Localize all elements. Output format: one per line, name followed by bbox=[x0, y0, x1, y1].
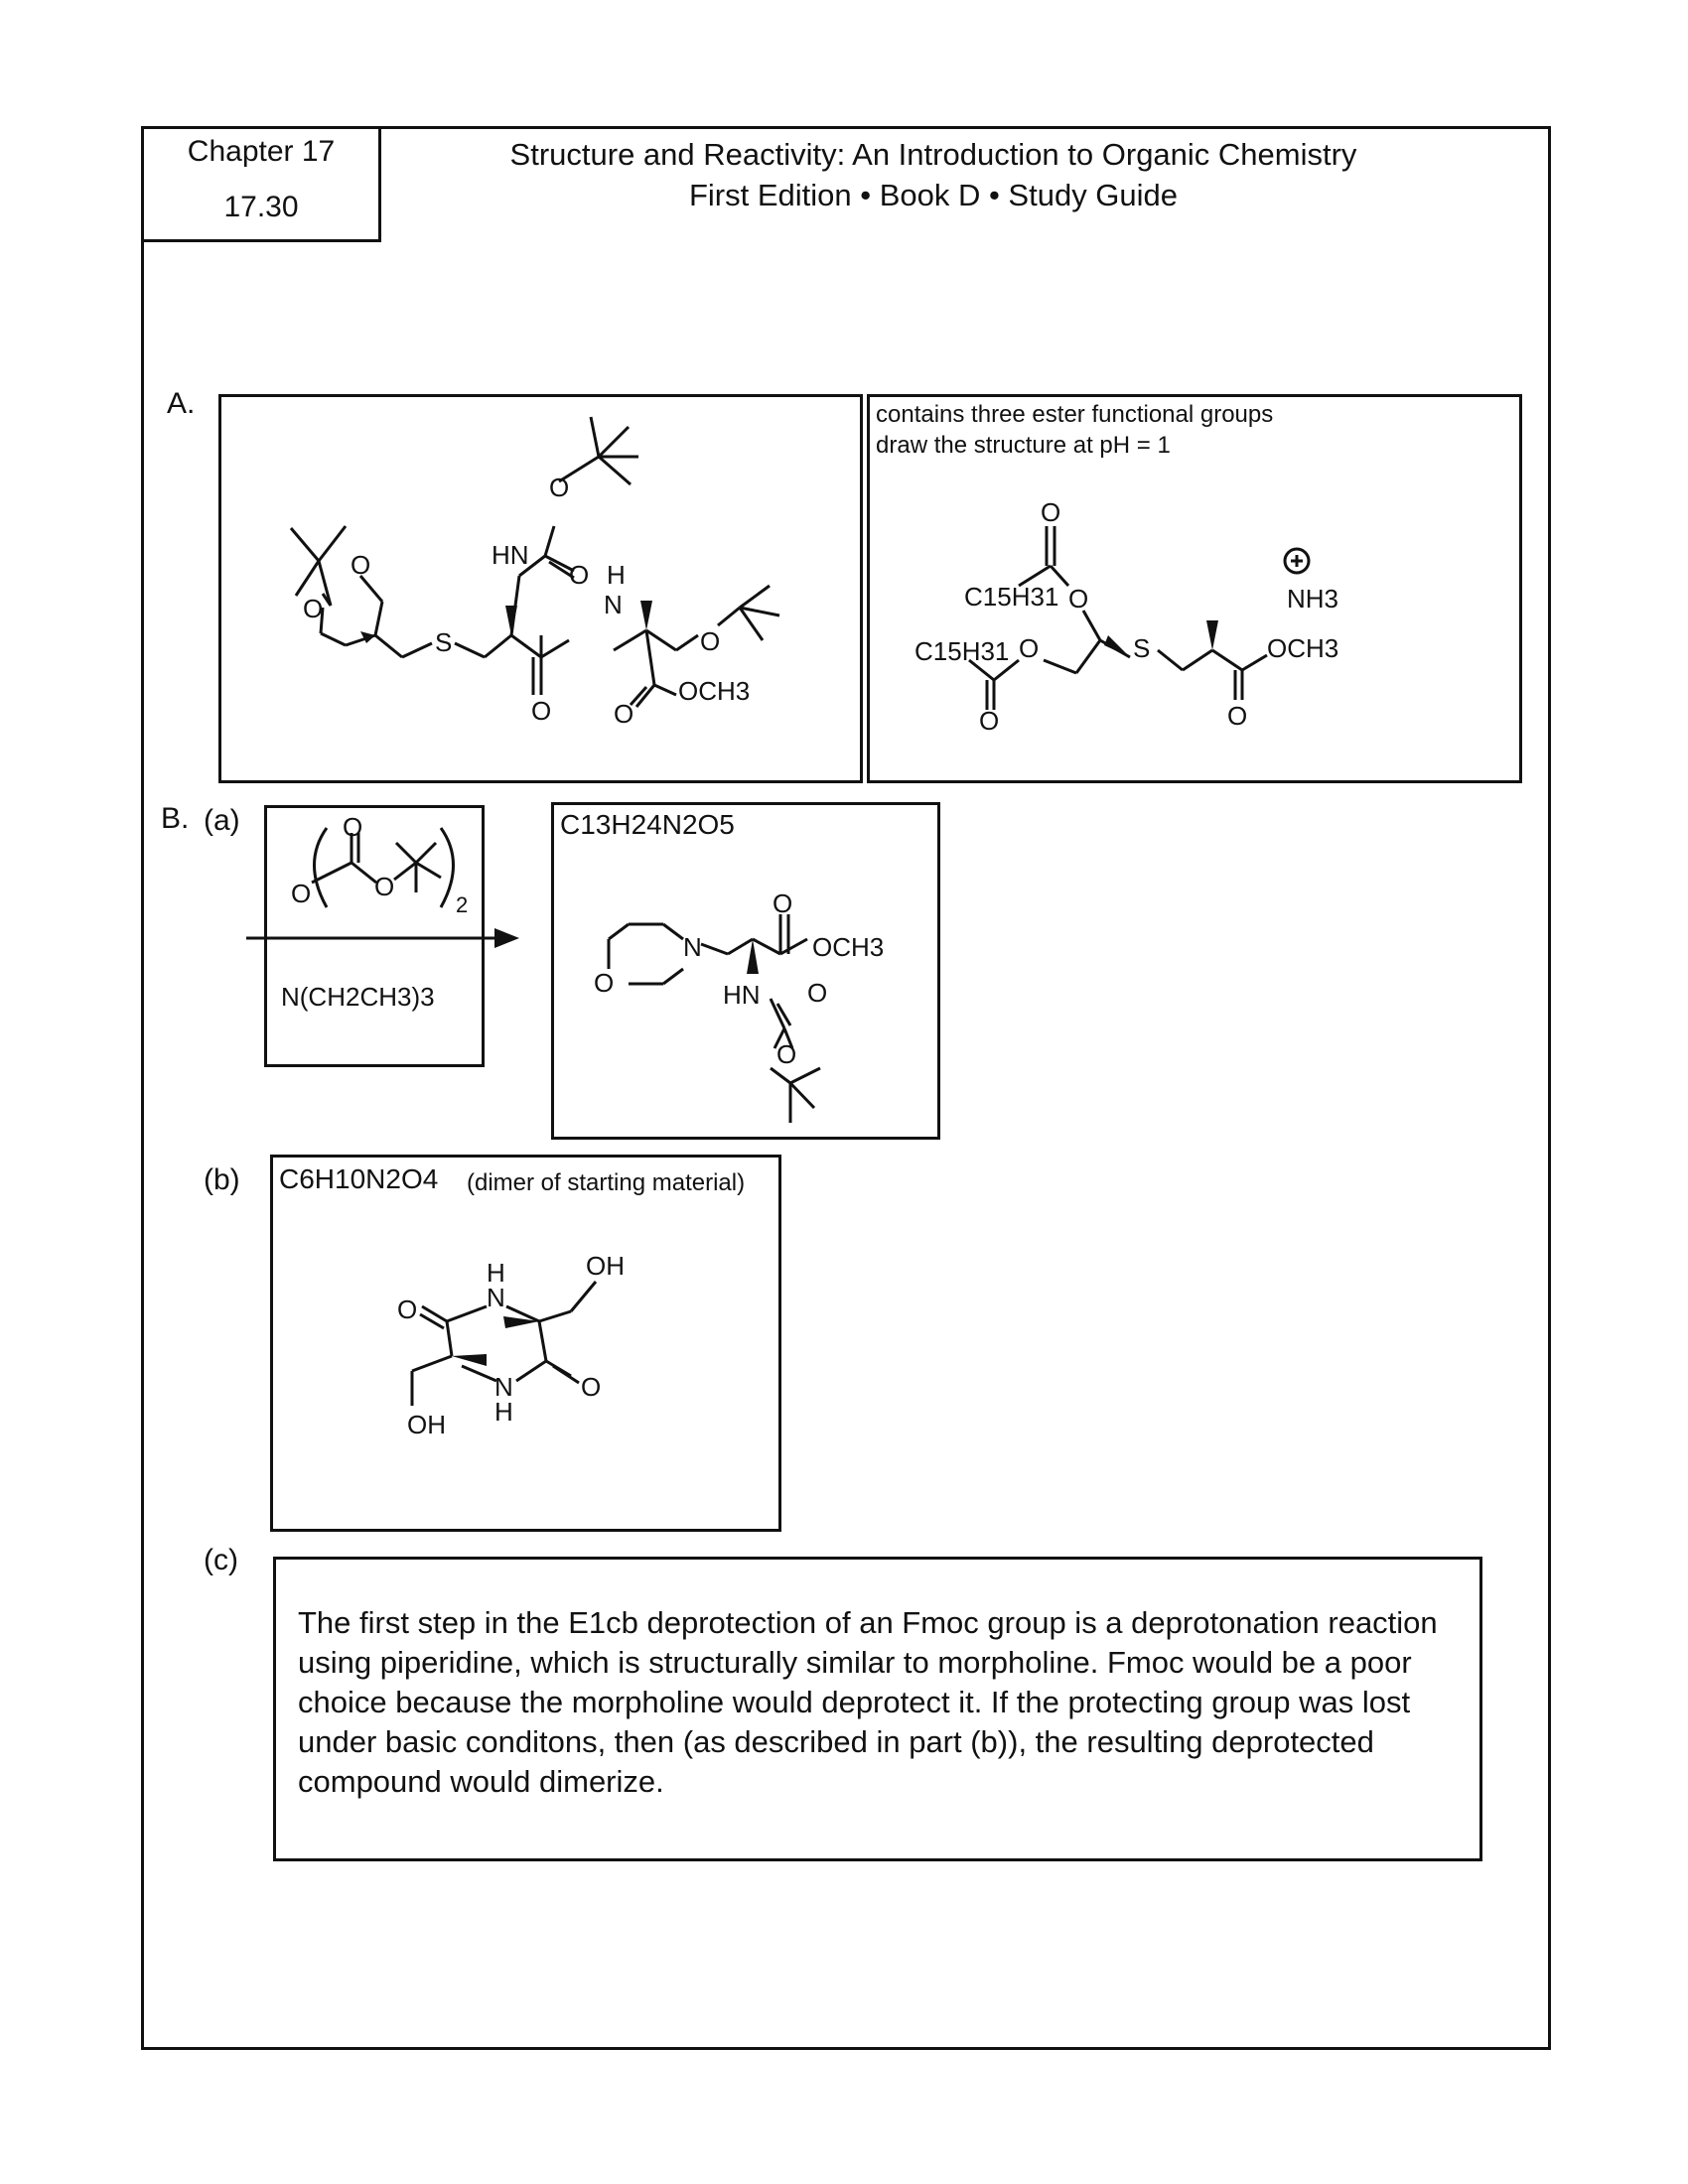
product-a-atom-n: N bbox=[683, 932, 702, 962]
mol2-atom-o1: O bbox=[1041, 497, 1061, 527]
ester-note-line-1: contains three ester functional groups bbox=[876, 401, 1274, 428]
molecule-2-structure bbox=[870, 397, 1525, 786]
reagent-subscript-2: 2 bbox=[456, 892, 469, 917]
product-caption-b: (dimer of starting material) bbox=[467, 1169, 746, 1196]
book-subtitle: First Edition • Book D • Study Guide bbox=[688, 178, 1179, 212]
mol1-atom-o7: O bbox=[614, 699, 634, 729]
dimer-atom-h1: H bbox=[487, 1258, 505, 1288]
reagent-base: N(CH2CH3)3 bbox=[281, 982, 435, 1012]
dimer-atom-o1: O bbox=[397, 1295, 418, 1324]
mol2-atom-o4: O bbox=[979, 706, 1000, 736]
mol2-atom-o3: O bbox=[1019, 633, 1040, 663]
molecule-box-2 bbox=[867, 394, 1522, 783]
mol2-atom-och3: OCH3 bbox=[1267, 633, 1339, 663]
problem-number: 17.30 bbox=[223, 191, 299, 223]
mol1-atom-o5: O bbox=[531, 696, 552, 726]
product-a-atom-o1: O bbox=[594, 968, 615, 998]
dimer-atom-oh2: OH bbox=[407, 1410, 446, 1439]
dimer-atom-oh1: OH bbox=[586, 1251, 625, 1281]
dimer-atom-n1: N bbox=[487, 1283, 505, 1312]
mol1-atom-o6: O bbox=[700, 626, 721, 656]
mol1-atom-o1: O bbox=[351, 550, 371, 580]
answer-text-c: The first step in the E1cb deprotection of an Fmoc group is a deprotonation reaction using piperidine, which is structurally similar to morpholine. Fmoc would be a poor choice because the morpholine would deprotect it. If the protecting group was lost under basic conditons, then (as described in part (b)), the resulting deprotected compound would dimerize. bbox=[298, 1605, 1438, 1799]
mol1-atom-och3: OCH3 bbox=[678, 676, 751, 706]
product-formula-b: C6H10N2O4 bbox=[279, 1163, 439, 1194]
molecule-1-structure bbox=[221, 397, 866, 786]
book-title: Structure and Reactivity: An Introduction to Organic Chemistry bbox=[509, 137, 1357, 172]
product-a-structure bbox=[554, 805, 943, 1143]
section-b-label: B. bbox=[161, 802, 190, 835]
mol1-atom-hn: HN bbox=[492, 540, 529, 570]
product-a-atom-och3: OCH3 bbox=[812, 932, 885, 962]
reagent-atom-o3: O bbox=[374, 872, 395, 901]
mol1-atom-o2: O bbox=[303, 594, 324, 623]
mol2-atom-o5: O bbox=[1227, 701, 1248, 731]
chapter-box bbox=[141, 126, 381, 242]
diketopiperazine-structure bbox=[273, 1158, 784, 1535]
mol2-atom-nh3: NH3 bbox=[1287, 584, 1339, 614]
product-a-atom-o3: O bbox=[807, 978, 828, 1008]
product-box-b bbox=[270, 1155, 781, 1532]
product-a-atom-o2: O bbox=[773, 888, 793, 918]
part-b-label: (b) bbox=[204, 1163, 240, 1196]
page-header bbox=[387, 134, 1479, 215]
mol2-atom-o2: O bbox=[1068, 584, 1089, 614]
dimer-atom-o2: O bbox=[581, 1372, 602, 1402]
dimer-atom-n2: N bbox=[494, 1372, 513, 1402]
mol1-atom-n: N bbox=[604, 590, 623, 619]
ester-note-line-2: draw the structure at pH = 1 bbox=[876, 432, 1171, 459]
part-c-label: (c) bbox=[204, 1544, 238, 1576]
mol1-atom-o4: O bbox=[569, 560, 590, 590]
mol1-atom-s: S bbox=[435, 627, 453, 657]
molecule-box-1 bbox=[218, 394, 863, 783]
product-a-atom-hn: HN bbox=[723, 980, 761, 1010]
mol2-atom-c15h31-a: C15H31 bbox=[964, 582, 1059, 612]
dimer-atom-h2: H bbox=[494, 1397, 513, 1427]
reagent-atom-o2: O bbox=[343, 812, 363, 842]
mol1-atom-o3: O bbox=[549, 473, 570, 502]
product-box-a bbox=[551, 802, 940, 1140]
chapter-label: Chapter 17 bbox=[187, 135, 336, 168]
section-a-label: A. bbox=[167, 387, 196, 420]
mol1-atom-h: H bbox=[607, 560, 626, 590]
mol2-atom-c15h31-b: C15H31 bbox=[914, 636, 1010, 666]
reaction-arrow bbox=[246, 923, 524, 953]
product-a-atom-o4: O bbox=[776, 1039, 797, 1069]
part-a-label: (a) bbox=[204, 804, 240, 837]
mol2-atom-s: S bbox=[1133, 633, 1151, 663]
reagent-atom-o1: O bbox=[291, 879, 312, 908]
product-formula-a: C13H24N2O5 bbox=[560, 809, 735, 840]
